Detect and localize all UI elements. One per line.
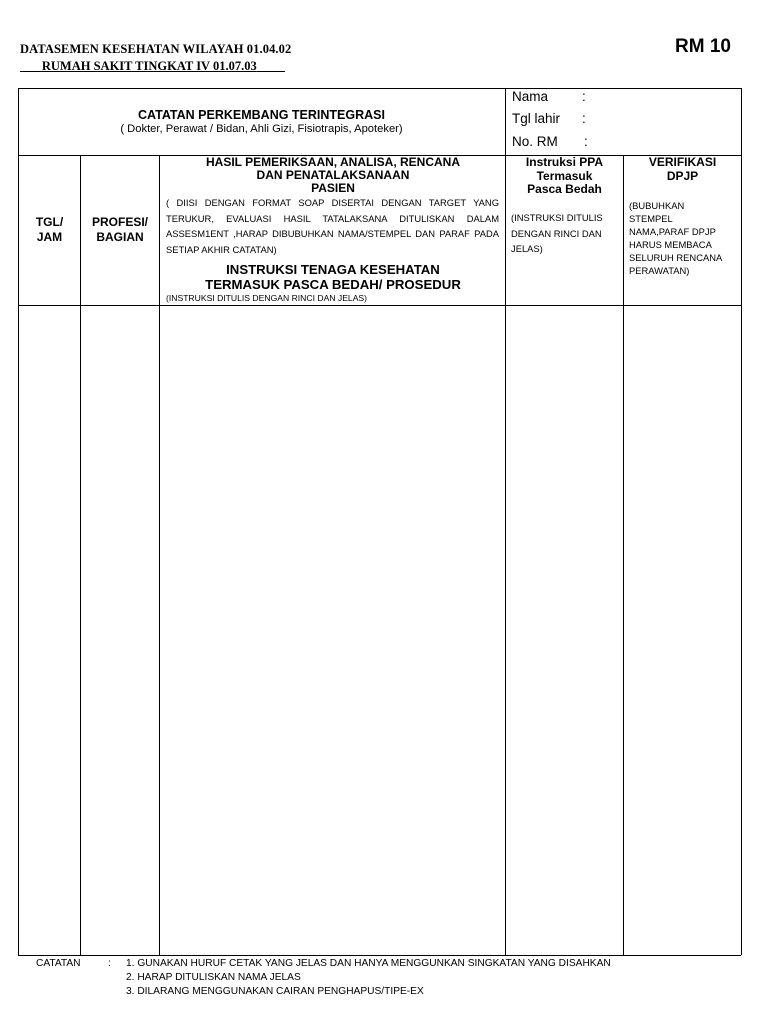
instruksi-heading: INSTRUKSI TENAGA KESEHATAN TERMASUK PASCA BEDAH/ PROSEDUR (205, 262, 461, 292)
field-colon: : (584, 134, 588, 149)
footer-note-1: 1. GUNAKAN HURUF CETAK YANG JELAS DAN HANYA MENGGUNKAN SINGKATAN YANG DISAHKAN (126, 958, 611, 969)
footer-label: CATATAN (36, 958, 81, 969)
column-header-profesi: PROFESI/ BAGIAN (91, 215, 148, 244)
entry-cell-verifikasi[interactable] (624, 306, 741, 955)
footer-colon: : (108, 958, 111, 969)
instruksi-note: (INSTRUKSI DITULIS DENGAN RINCI DAN JELAS) (166, 293, 368, 303)
footer-note-2: 2. HARAP DITULISKAN NAMA JELAS (126, 972, 301, 983)
institution-name: DATASEMEN KESEHATAN WILAYAH 01.04.02 (20, 42, 292, 56)
entry-cell-ppa[interactable] (506, 306, 623, 955)
patient-dob-field[interactable] (512, 111, 586, 126)
entry-cell-profesi[interactable] (81, 306, 159, 955)
hospital-name: RUMAH SAKIT TINGKAT IV 01.07.03 _ (41, 59, 285, 73)
patient-name-field[interactable] (512, 89, 586, 104)
entry-cell-hasil[interactable] (160, 306, 505, 955)
verifikasi-note: (BUBUHKAN STEMPEL NAMA,PARAF DPJP HARUS MEMBACA SELURUH RENCANA PERAWATAN) (629, 200, 723, 276)
field-colon: : (582, 111, 586, 126)
ppa-note: (INSTRUKSI DITULIS DENGAN RINCI DAN JELAS) (511, 212, 603, 254)
field-label: Nama (512, 89, 549, 104)
hasil-instructions: ( DIISI DENGAN FORMAT SOAP DISERTAI DENGAN TARGET YANG TERUKUR, EVALUASI HASIL TATALAKSANA DITULISKAN DALAM ASSESM1ENT ,HARAP DIBUBUHKAN NAMA/STEMPEL DAN PARAF PADA SETIAP AKHIR CATATAN) (166, 197, 499, 255)
footer-note-3: 3. DILARANG MENGGUNAKAN CAIRAN PENGHAPUS/TIPE-EX (126, 986, 424, 997)
field-colon: : (582, 89, 586, 104)
column-header-tgl-jam: TGL/ JAM (35, 215, 64, 244)
column-header-verifikasi: VERIFIKASI DPJP (648, 155, 717, 183)
form-code: RM 10 (675, 36, 731, 57)
form-subtitle: ( Dokter, Perawat / Bidan, Ahli Gizi, Fisiotrapis, Apoteker) (120, 123, 403, 135)
column-header-hasil: HASIL PEMERIKSAAN, ANALISA, RENCANA DAN PENATALAKSANAAN PASIEN (205, 155, 460, 195)
patient-rm-field[interactable] (512, 134, 588, 149)
form-title: CATATAN PERKEMBANG TERINTEGRASI (138, 108, 385, 122)
entry-cell-tgl-jam[interactable] (19, 306, 80, 955)
field-label: Tgl lahir (512, 111, 561, 126)
field-label: No. RM (512, 134, 558, 149)
column-header-ppa: Instruksi PPA Termasuk Pasca Bedah (525, 155, 604, 196)
